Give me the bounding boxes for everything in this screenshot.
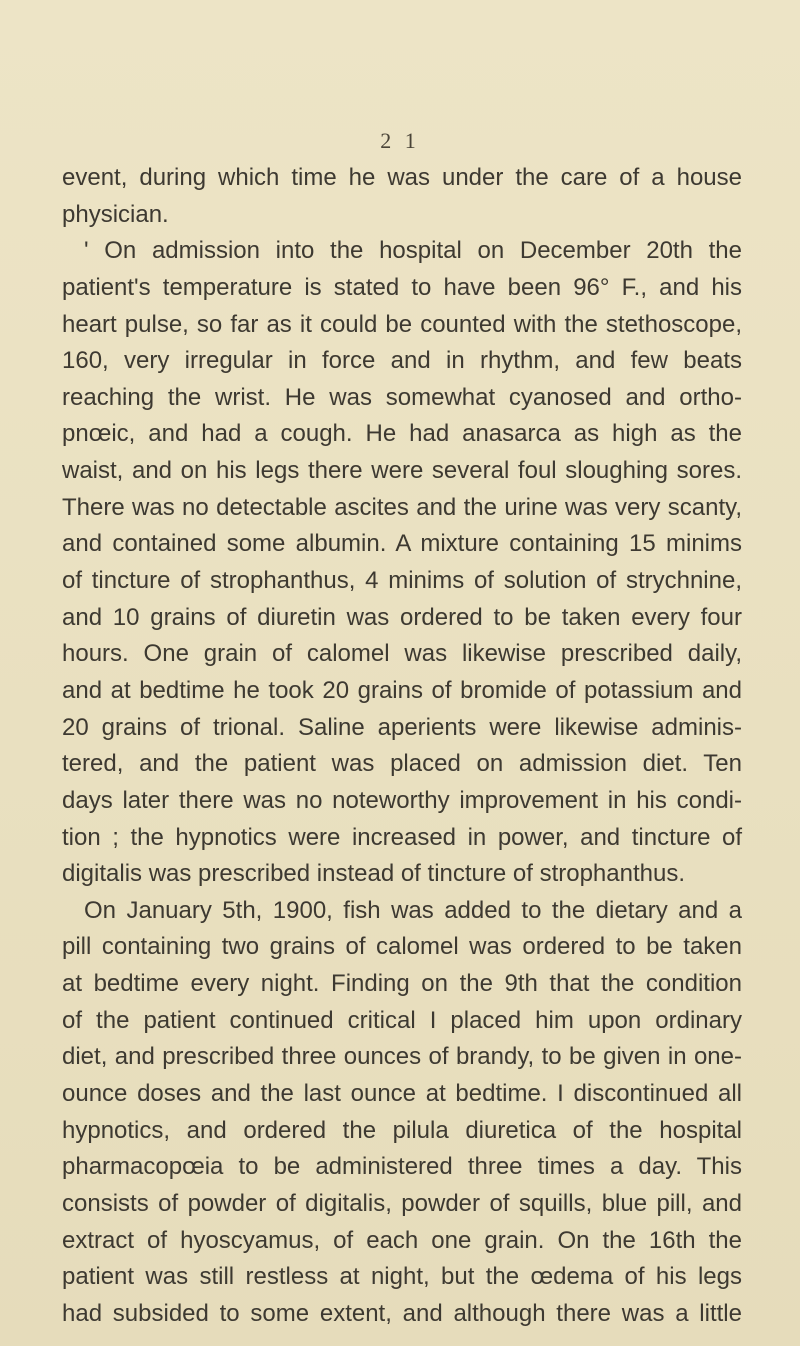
text-line: reaching the wrist. He was somewhat cyanosed and ortho- xyxy=(62,383,742,411)
text-line: had subsided to some extent, and although there was a little xyxy=(62,1299,742,1327)
text-line: ' On admission into the hospital on December 20th the xyxy=(84,237,742,265)
text-line: patient was still restless at night, but the œdema of his legs xyxy=(62,1263,742,1291)
text-line: ounce doses and the last ounce at bedtime. I discontinued all xyxy=(62,1080,742,1108)
text-line: tion ; the hypnotics were increased in power, and tincture of xyxy=(62,823,742,851)
text-line: tered, and the patient was placed on admission diet. Ten xyxy=(62,750,742,778)
text-line: extract of hyoscyamus, of each one grain. On the 16th the xyxy=(62,1226,742,1254)
text-line: digitalis was prescribed instead of tincture of strophanthus. xyxy=(62,860,686,888)
text-line: waist, and on his legs there were several foul sloughing sores. xyxy=(62,457,742,485)
text-line: pnœic, and had a cough. He had anasarca as high as the xyxy=(62,420,742,448)
text-line: and contained some albumin. A mixture containing 15 minims xyxy=(62,530,742,558)
text-line: and at bedtime he took 20 grains of bromide of potassium and xyxy=(62,676,742,704)
body-text xyxy=(62,160,742,1333)
text-line: diet, and prescribed three ounces of brandy, to be given in one- xyxy=(62,1043,742,1071)
text-line: There was no detectable ascites and the urine was very scanty, xyxy=(62,493,742,521)
text-line: days later there was no noteworthy improvement in his condi- xyxy=(62,786,742,814)
text-line: pharmacopœia to be administered three times a day. This xyxy=(62,1153,742,1181)
page-number: 2 1 xyxy=(380,128,420,153)
text-line: 20 grains of trional. Saline aperients were likewise adminis- xyxy=(62,713,742,741)
text-line: 160, very irregular in force and in rhythm, and few beats xyxy=(62,347,742,375)
text-line: pill containing two grains of calomel was ordered to be taken xyxy=(62,933,742,961)
text-line: and 10 grains of diuretin was ordered to be taken every four xyxy=(62,603,742,631)
text-line: event, during which time he was under the care of a house xyxy=(62,164,742,191)
text-line: hours. One grain of calomel was likewise prescribed daily, xyxy=(62,640,742,668)
text-line: physician. xyxy=(62,200,169,228)
text-line: hypnotics, and ordered the pilula diuretica of the hospital xyxy=(62,1116,742,1144)
text-line: of the patient continued critical I placed him upon ordinary xyxy=(62,1006,742,1034)
text-line: heart pulse, so far as it could be counted with the stethoscope, xyxy=(62,310,742,338)
text-line: On January 5th, 1900, fish was added to the dietary and a xyxy=(84,896,742,924)
text-line: of tincture of strophanthus, 4 minims of solution of strychnine, xyxy=(62,567,742,595)
text-line: consists of powder of digitalis, powder of squills, blue pill, and xyxy=(62,1189,742,1217)
text-line: patient's temperature is stated to have been 96° F., and his xyxy=(62,273,742,301)
text-line: at bedtime every night. Finding on the 9th that the condition xyxy=(62,970,742,998)
